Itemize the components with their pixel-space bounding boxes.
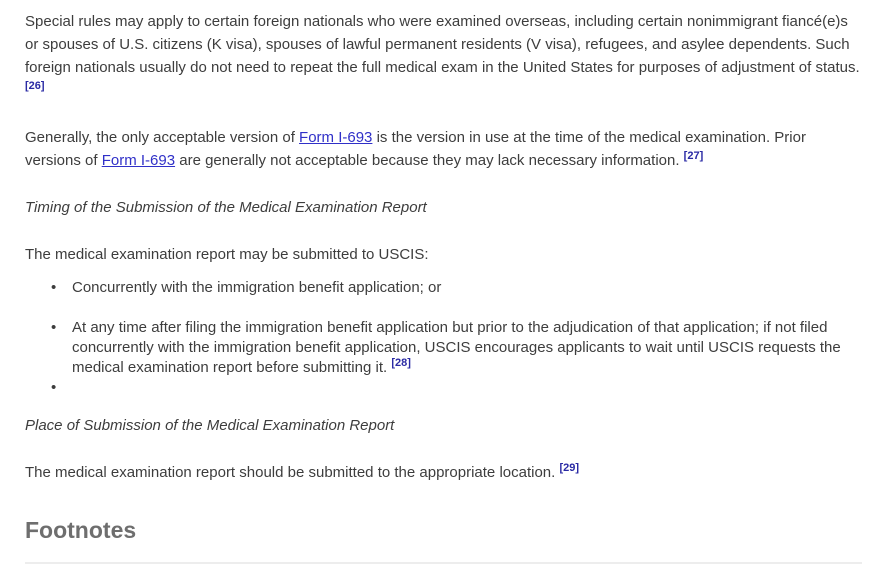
footnote-ref-29-link[interactable]: [29] [559,462,580,474]
subheading-place-of-submission: Place of Submission of the Medical Examination Report [25,417,395,434]
paragraph-place [25,461,862,484]
list-item-after-filing-text: At any time after filing the immigration benefit application but prior to the adjudication of that application; if not filed concurrently with the immigration benefit application, USCIS encourages applicants to wait until USCIS requests the medical examination report before submitting it. [72,319,841,376]
footnote-ref-26 [25,80,45,92]
paragraph-place-text: The medical examination report should be submitted to the appropriate location. [25,464,560,481]
footnote-ref-29 [559,462,579,474]
footnote-ref-27-link[interactable]: [27] [683,150,704,162]
submission-options-list [25,278,862,398]
footnote-ref-26-link[interactable]: [26] [25,80,45,92]
list-item-empty [50,378,862,398]
footnotes-heading: Footnotes [25,517,137,543]
footnote-ref-27 [684,150,704,162]
section-divider [25,562,862,564]
footnote-ref-28 [391,357,411,369]
paragraph-special-rules-text: Special rules may apply to certain foreign nationals who were examined overseas, including certain nonimmigrant fiancé(e)s or spouses of U.S. citizens (K visa), spouses of lawful permanent residents (V visa), refugees, and asylee dependents. Such foreign nationals usually do not need to repeat the full medical exam in the United States for purposes of adjustment of status. [25,13,860,76]
list-item-concurrently [50,278,862,298]
form-i693-link-2[interactable]: Form I-693 [101,152,176,169]
list-item-after-filing [50,318,862,378]
paragraph-form-version-seg3: are generally not acceptable because they may lack necessary information. [175,152,684,169]
subheading-timing-of-submission: Timing of the Submission of the Medical Examination Report [25,199,427,216]
paragraph-form-version-seg1: Generally, the only acceptable version of [25,129,300,146]
paragraph-special-rules [25,10,862,102]
footnote-ref-28-link[interactable]: [28] [391,357,411,369]
list-item-concurrently-text: Concurrently with the immigration benefit application; or [72,279,442,296]
paragraph-submit-intro: The medical examination report may be submitted to USCIS: [25,246,429,263]
paragraph-form-version-seg2: is the version in use at the time of the medical examination. Prior versions of [25,129,806,169]
form-i693-link-1[interactable]: Form I-693 [299,129,373,146]
paragraph-form-version [25,126,862,172]
